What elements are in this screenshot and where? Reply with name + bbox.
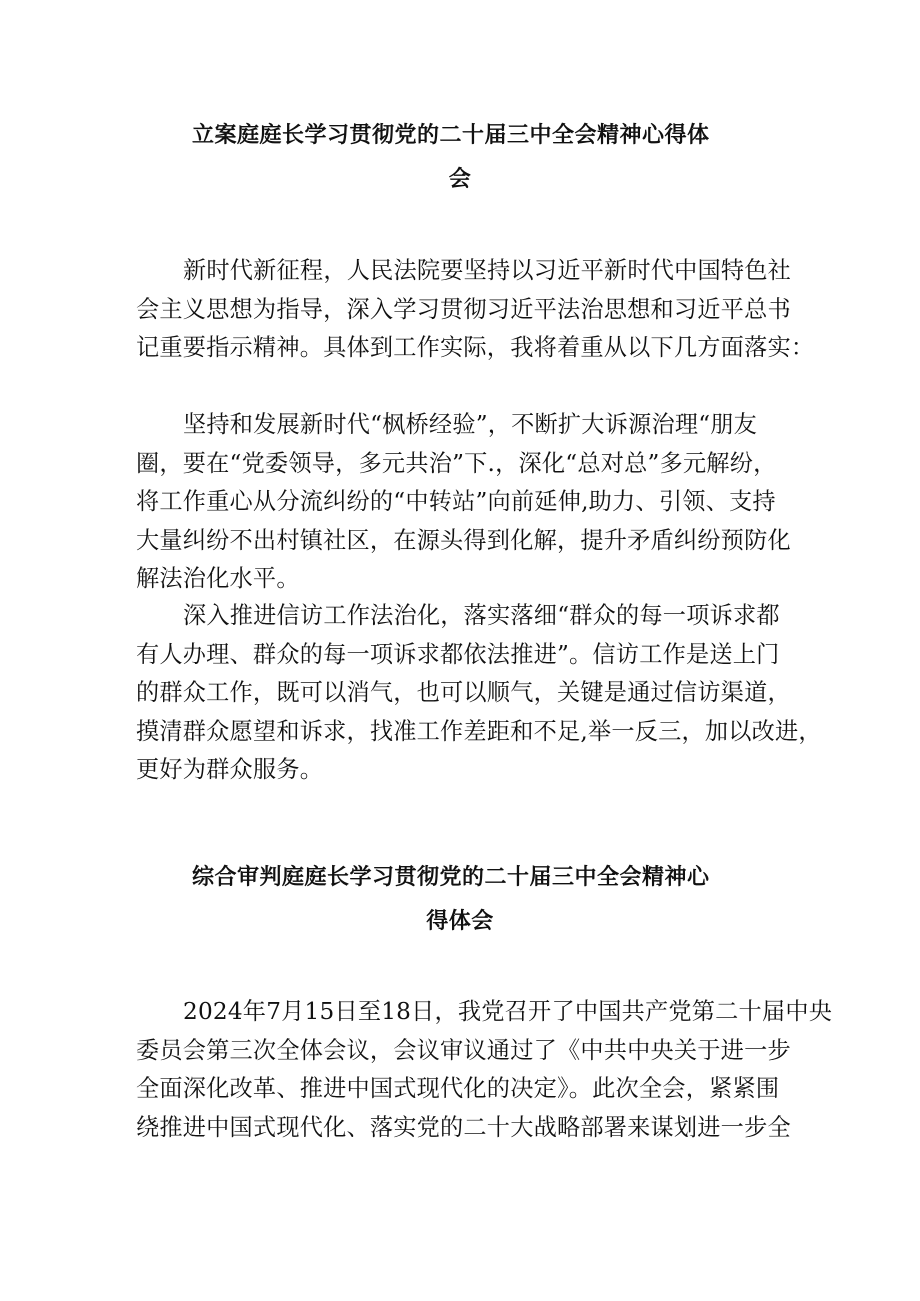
section-1-title-line-2: 会 <box>448 167 472 192</box>
section-2-title-line-2: 得体会 <box>426 909 494 934</box>
section-2-title-line-1: 综合审判庭庭长学习贯彻党的二十届三中全会精神心 <box>192 865 710 890</box>
section-1-paragraph-3 <box>136 597 822 790</box>
section-1-title <box>130 114 790 202</box>
paragraph-line: 圈，要在“党委领导，多元共治”下.，深化“总对总”多元解纷， <box>136 449 777 477</box>
section-1-title-line-1: 立案庭庭长学习贯彻党的二十届三中全会精神心得体 <box>192 123 710 148</box>
paragraph-line: 委员会第三次全体会议，会议审议通过了《中共中央关于进一步 <box>136 1036 791 1064</box>
paragraph-line: 2024年7月15日至18日，我党召开了中国共产党第二十届中央 <box>183 998 833 1025</box>
paragraph-line: 全面深化改革、推进中国式现代化的决定》。此次全会，紧紧围 <box>136 1075 780 1102</box>
paragraph-line: 的群众工作，既可以消气，也可以顺气，关键是通过信访渠道， <box>136 679 791 706</box>
section-1-paragraph-2 <box>136 406 796 599</box>
paragraph-line: 会主义思想为指导，深入学习贯彻习近平法治思想和习近平总书 <box>136 295 791 323</box>
paragraph-line: 更好为群众服务。 <box>136 756 324 783</box>
section-2-paragraph-1 <box>136 993 833 1147</box>
paragraph-line: 将工作重心从分流纠纷的“中转站”向前延伸,助力、引领、支持 <box>136 488 776 515</box>
paragraph-line: 坚持和发展新时代“枫桥经验”，不断扩大诉源治理“朋友 <box>183 411 758 438</box>
section-2-title <box>130 856 790 944</box>
section-1-paragraph-1 <box>136 252 815 368</box>
paragraph-line: 大量纠纷不出村镇社区，在源头得到化解，提升矛盾纠纷预防化 <box>136 526 791 554</box>
paragraph-line: 摸清群众愿望和诉求，找准工作差距和不足,举一反三，加以改进， <box>136 717 822 745</box>
paragraph-line: 新时代新征程，人民法院要坚持以习近平新时代中国特色社 <box>183 257 792 284</box>
paragraph-line: 记重要指示精神。具体到工作实际，我将着重从以下几方面落实： <box>136 334 815 361</box>
paragraph-line: 解法治化水平。 <box>136 565 300 592</box>
paragraph-line: 有人办理、群众的每一项诉求都依法推进”。信访工作是送上门 <box>136 640 780 668</box>
paragraph-line: 深入推进信访工作法治化，落实落细“群众的每一项诉求都 <box>183 602 780 629</box>
paragraph-line: 绕推进中国式现代化、落实党的二十大战略部署来谋划进一步全 <box>136 1113 791 1141</box>
